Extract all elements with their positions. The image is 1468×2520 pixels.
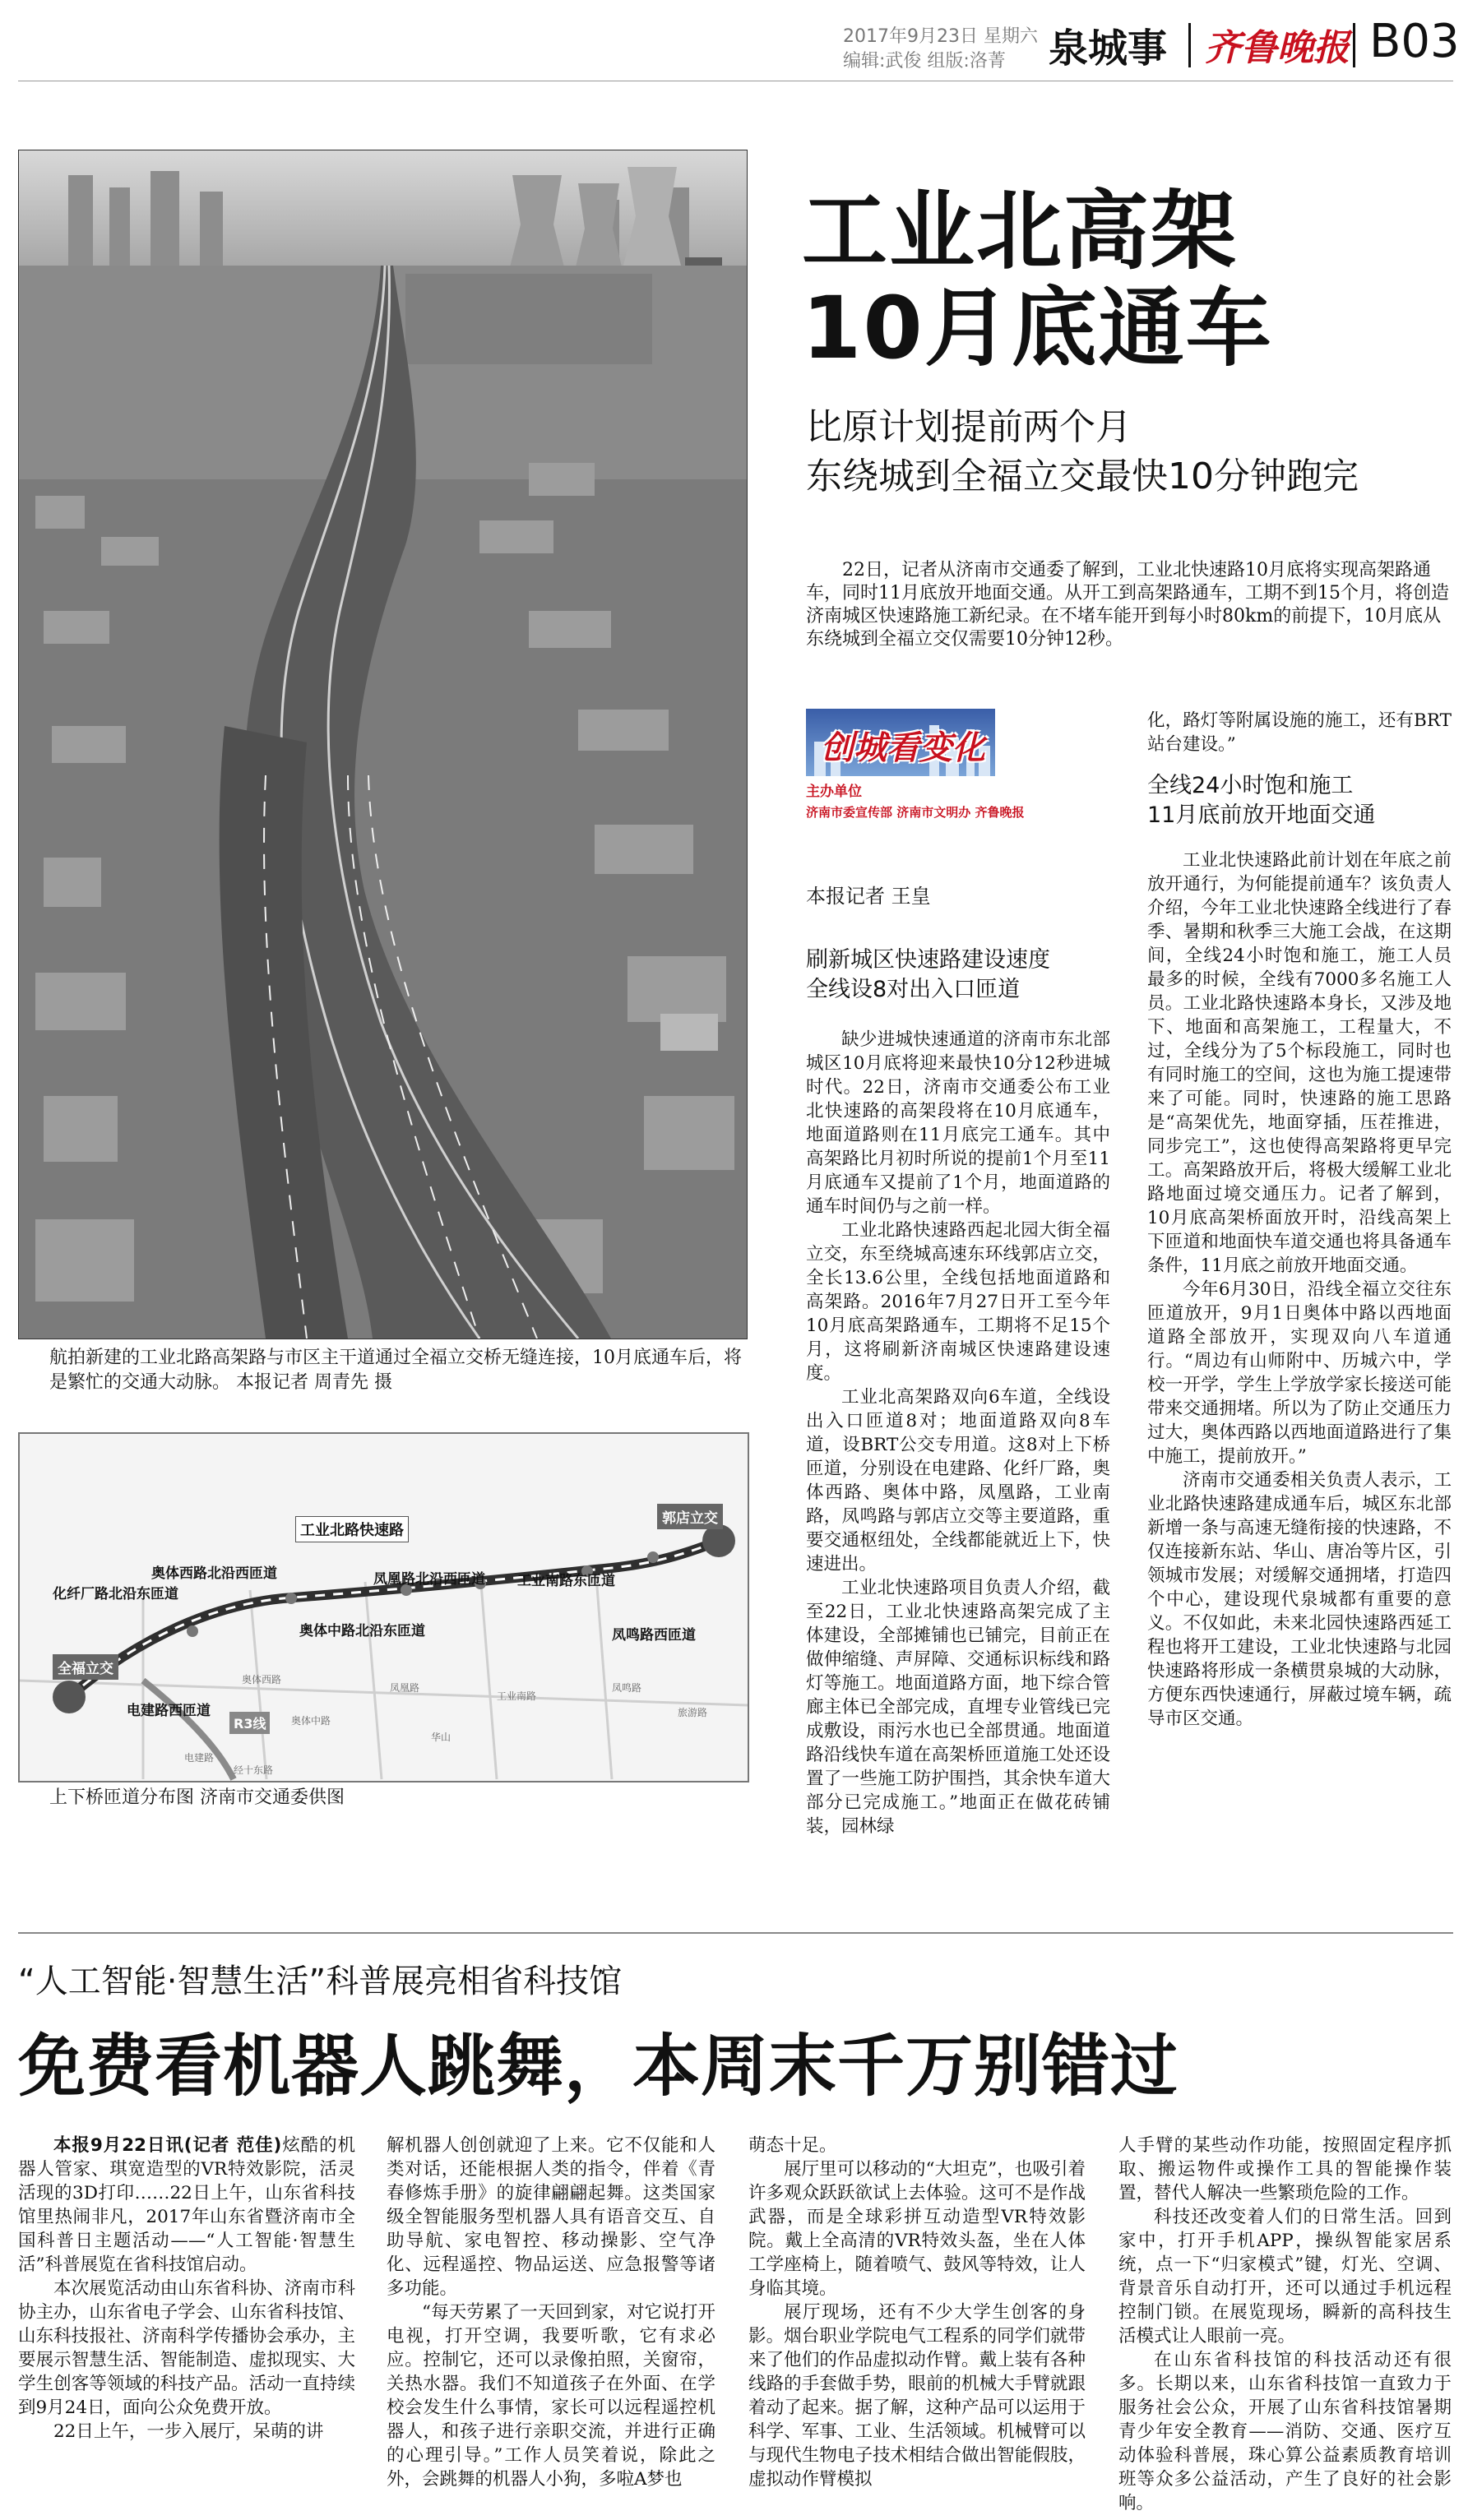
section-name: 泉城事 — [1049, 25, 1168, 72]
article1-column-1 — [806, 946, 1110, 1838]
col1-paragraph-2: 工业北路快速路西起北园大街全福立交，东至绕城高速东环线郭店立交，全长13.6公里，全线包括地面道路和高架路。2016年7月27日开工至今年10月底高架路通车，工期将不足15个月，这将刷新济南城区快速路建设速度。 — [806, 1220, 1110, 1384]
article-separator — [18, 1932, 1453, 1934]
map-label-dianjian: 电建路西匝道 — [127, 1703, 211, 1719]
map-label-r3: R3线 — [229, 1712, 270, 1734]
section1-heading-line-1: 刷新城区快速路建设速度 — [806, 947, 1050, 973]
map-small-label: 工业南路 — [497, 1690, 537, 1702]
header-divider — [1188, 23, 1191, 67]
map-label-aoti-west: 奥体西路北沿西匝道 — [151, 1565, 277, 1582]
map-small-label: 奥体中路 — [291, 1715, 331, 1727]
a2-col4-paragraph-2: 科技还改变着人们的日常生活。回到家中，打开手机APP，操纵智能家居系统，点一下“归家模式”键，灯光、空调、背景音乐自动打开，还可以通过手机远程控制门锁。在展览现场，瞬新的高科技生活模式让人眼前一亮。 — [1118, 2207, 1452, 2347]
map-label-main-road: 工业北路快速路 — [295, 1516, 409, 1542]
ramp-map — [18, 1432, 749, 1782]
header-divider — [1353, 23, 1355, 67]
col2-paragraph-3: 济南市交通委相关负责人表示，工业北路快速路建成通车后，城区东北部新增一条与高速无缝衔接的快速路，不仅连接新东站、华山、唐冶等片区，引领城市发展；对缓解交通拥堵，打造四个中心，建设现代泉城都有重要的意义。不仅如此，未来北园快速路西延工程也将开工建设，工业北快速路与北园快速路将形成一条横贯泉城的大动脉，方便东西快速通行，屏蔽过境车辆，疏导市区交通。 — [1147, 1470, 1452, 1729]
col1-paragraph-1: 缺少进城快速通道的济南市东北部城区10月底将迎来最快10分12秒进城时代。22日，济南市交通委公布工业北快速路的高架段将在10月底通车，地面道路则在11月底完工通车。其中高架路比月初时所说的提前1个月至11月底通车又提前了1个月，地面道路的通车时间仍与之前一样。 — [806, 1029, 1110, 1217]
newspaper-logo: 齐鲁晚报 — [1205, 27, 1350, 69]
a2-col3-paragraph-0: 萌态十足。 — [748, 2135, 837, 2156]
aerial-photo — [18, 150, 748, 1339]
article2-pretitle: “人工智能·智慧生活”科普展亮相省科技馆 — [18, 1963, 623, 2000]
col2-paragraph-0: 化，路灯等附属设施的施工，还有BRT站台建设。” — [1147, 710, 1452, 755]
section1-heading-line-2: 全线设8对出入口匝道 — [806, 977, 1021, 1002]
a2-col3-paragraph-1: 展厅里可以移动的“大坦克”，也吸引着许多观众跃跃欲试上去体验。这可不是作战武器，而是全球彩拼互动造型VR特效影院。戴上全高清的VR特效头盔，坐在人体工学座椅上，随着喷气、鼓风等特效，让人身临其境。 — [748, 2159, 1086, 2299]
a2-col1-paragraph-3: 22日上午，一步入展厅，呆萌的讲 — [53, 2421, 324, 2442]
subheadline-line-2: 东绕城到全福立交最快10分钟跑完 — [806, 455, 1359, 497]
map-small-label: 凤凰路 — [390, 1682, 420, 1694]
map-label-fengming: 凤鸣路西匝道 — [612, 1627, 696, 1644]
reporter-byline: 本报记者 王皇 — [806, 885, 931, 908]
date-line: 2017年9月23日 星期六 — [843, 26, 1038, 47]
badge-title: 创城看变化 — [821, 728, 985, 767]
col2-paragraph-1: 工业北快速路此前计划在年底之前放开通行，为何能提前通车？该负责人介绍，今年工业北快速路全线进行了春季、暑期和秋季三大施工会战，在这期间，全线24小时饱和施工，施工人员最多的时候，全线有7000多名施工人员。工业北路快速路本身长，又涉及地下、地面和高架施工，工程量大，不过，全线分为了5个标段施工，同时也有同时施工的空间，这也为施工提速带来了可能。同时，快速路的施工思路是“高架优先，地面穿插，压茬推进，同步完工”，这也使得高架路将更早完工。高架路放开后，将极大缓解工业北路地面过境交通压力。记者了解到，10月底高架桥面放开时，沿线高架上下匝道和地面快车道交通也将具备通车条件，11月底之前放开地面交通。 — [1147, 850, 1452, 1276]
article2-column-4 — [1118, 2134, 1452, 2515]
map-small-label: 电建路 — [184, 1752, 215, 1764]
page-number: B03 — [1369, 15, 1460, 68]
article1-column-2 — [1147, 709, 1452, 1731]
map-label-huaxian: 化纤厂路北沿东匝道 — [53, 1586, 178, 1602]
section2-heading-line-2: 11月底前放开地面交通 — [1147, 802, 1376, 828]
map-label-gongye-south: 工业南路东匝道 — [517, 1573, 615, 1589]
series-badge — [806, 709, 1025, 820]
a2-col1-paragraph-1 — [18, 2134, 355, 2277]
article2-headline: 免费看机器人跳舞，本周末千万别错过 — [18, 2028, 1179, 2106]
badge-host: 主办单位 — [806, 784, 862, 800]
article2-column-3 — [748, 2134, 1086, 2491]
col1-paragraph-3: 工业北高架路双向6车道，全线设出入口匝道8对；地面道路双向8车道，设BRT公交专用道。这8对上下桥匝道，分别设在电建路、化纤厂路，奥体西路、奥体中路，凤凰路，工业南路，凤鸣路与郭店立交等主要道路，重要交通枢纽处，全线都能就近上下，快速进出。 — [806, 1387, 1110, 1574]
badge-banner — [806, 709, 995, 776]
subheadline-line-1: 比原计划提前两个月 — [806, 406, 1132, 448]
header-date — [843, 25, 1038, 74]
a2-dateline: 本报9月22日讯(记者 范佳) — [53, 2135, 282, 2156]
map-caption: 上下桥匝道分布图 济南市交通委供图 — [49, 1787, 345, 1808]
map-small-label: 经十东路 — [234, 1764, 274, 1776]
section2-heading-line-1: 全线24小时饱和施工 — [1147, 773, 1354, 798]
editor-line: 编辑:武俊 组版:洛菁 — [843, 51, 1006, 72]
subheadline — [806, 403, 1359, 502]
map-label-fenghuang: 凤凰路北沿西匝道 — [373, 1571, 485, 1588]
a2-col3-paragraph-2: 展厅现场，还有不少大学生创客的身影。烟台职业学院电气工程系的同学们就带来了他们的作品虚拟动作臂。戴上装有各种线路的手套做手势，眼前的机械大手臂就跟着动了起来。据了解，这种产品可以运用于科学、军事、工业、生活领域。机械臂可以与现代生物电子技术相结合做出智能假肢，虚拟动作臂模拟 — [748, 2302, 1086, 2490]
map-label-quanfu: 全福立交 — [53, 1654, 118, 1680]
badge-orgs: 济南市委宣传部 济南市文明办 齐鲁晚报 — [806, 805, 1025, 820]
map-small-label: 旅游路 — [678, 1707, 708, 1718]
col2-paragraph-2: 今年6月30日，沿线全福立交往东匝道放开，9月1日奥体中路以西地面道路全部放开，实现双向八车道通行。“周边有山师附中、历城六中，学校一开学，学生上学放学家长接送可能带来交通拥堵。所以为了防止交通压力过大，奥体西路以西地面道路进行了集中施工，提前放开。” — [1147, 1279, 1452, 1467]
section1-heading — [806, 946, 1110, 1005]
map-small-label: 凤鸣路 — [612, 1682, 642, 1694]
main-headline — [802, 183, 1273, 377]
map-small-label: 奥体西路 — [242, 1674, 282, 1685]
article2-column-2 — [387, 2134, 715, 2491]
headline-line-2: 10月底通车 — [802, 278, 1273, 378]
a2-col4-paragraph-1: 人手臂的某些动作功能，按照固定程序抓取、搬运物件或操作工具的智能操作装置，替代人解决一些繁琐危险的工作。 — [1118, 2135, 1452, 2203]
lead-paragraph: 22日，记者从济南市交通委了解到，工业北快速路10月底将实现高架路通车，同时11月底放开地面交通。从开工到高架路通车，工期不到15个月，将创造济南城区快速路施工新纪录。在不堵车能开到每小时80km的前提下，10月底从东绕城到全福立交仅需要10分钟12秒。 — [806, 560, 1449, 650]
photo-caption: 航拍新建的工业北路高架路与市区主干道通过全福立交桥无缝连接，10月底通车后，将是繁忙的交通大动脉。 本报记者 周青先 摄 — [49, 1348, 742, 1393]
map-label-aoti-mid: 奥体中路北沿东匝道 — [299, 1623, 425, 1639]
a2-col1-paragraph-1-text: 炫酷的机器人管家、琪宽造型的VR特效影院，活灵活现的3D打印……22日上午，山东省科技馆里热闹非凡，2017年山东省暨济南市全国科普日主题活动——“人工智能·智慧生活”科普展览在省科技馆启动。 — [18, 2135, 355, 2275]
col1-paragraph-4: 工业北快速路项目负责人介绍，截至22日，工业北快速路高架完成了主体建设，全部摊铺也已铺完，目前正在做伸缩缝、声屏障、交通标识标线和路灯等施工。地面道路方面，地下综合管廊主体已全部完成，直埋专业管线已完成敷设，雨污水也已全部贯通。地面道路沿线快车道在高架桥匝道施工处还设置了一些施工防护围挡，其余快车道大部分已完成施工。”地面正在做花砖铺装，园林绿 — [806, 1578, 1110, 1837]
a2-col1-paragraph-2: 本次展览活动由山东省科协、济南市科协主办，山东省电子学会、山东省科技馆、山东科技报社、济南科学传播协会承办，主要展示智慧生活、智能制造、虚拟现实、大学生创客等领域的科技产品。活动一直持续到9月24日，面向公众免费开放。 — [18, 2278, 355, 2418]
aerial-photo-image — [19, 150, 747, 1339]
ramp-map-diagram — [20, 1434, 748, 1781]
map-label-guodian: 郭店立交 — [657, 1504, 723, 1529]
map-small-label: 华山 — [431, 1732, 452, 1743]
article2-column-1 — [18, 2134, 355, 2444]
a2-col4-paragraph-3: 在山东省科技馆的科技活动还有很多。长期以来，山东省科技馆一直致力于服务社会公众，开展了山东省科技馆暑期青少年安全教育——消防、交通、医疗互动体验科普展，珠心算公益素质教育培训班等众多公益活动，产生了良好的社会影响。 — [1118, 2350, 1452, 2513]
a2-col2-paragraph-1: 解机器人创创就迎了上来。它不仅能和人类对话，还能根据人类的指令，伴着《青春修炼手册》的旋律翩翩起舞。这类国家级全智能服务型机器人具有语音交互、自助导航、家电智控、移动操影、空气净化、远程遥控、物品运送、应急报警等诸多功能。 — [387, 2135, 715, 2299]
headline-line-1: 工业北高架 — [802, 181, 1239, 281]
a2-col2-paragraph-2: “每天劳累了一天回到家，对它说打开电视，打开空调，我要听歌，它有求必应。控制它，还可以录像拍照，关窗帘，关热水器。我们不知道孩子在外面、在学校会发生什么事情，家长可以远程遥控机器人，和孩子进行亲职交流，并进行正确的心理引导。”工作人员笑着说，除此之外，会跳舞的机器人小狗，多啦A梦也 — [387, 2302, 715, 2490]
section2-heading — [1147, 771, 1452, 830]
